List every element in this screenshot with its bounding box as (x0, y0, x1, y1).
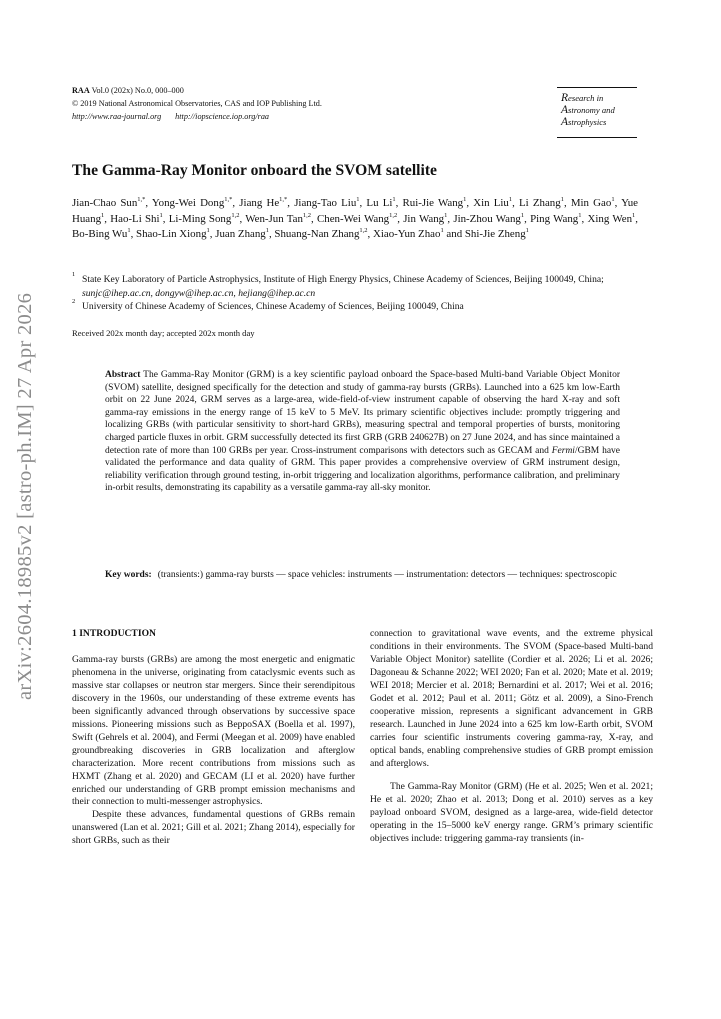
body-paragraph: Despite these advances, fundamental questions of GRBs remain unanswered (Lan et al. 2021; Gill et al. 2021; Zhang 2014), especially for short GRBs, such as their (72, 809, 355, 847)
body-paragraph: Gamma-ray bursts (GRBs) are among the most energetic and enigmatic phenomena in the universe, originating from cataclysmic events such as massive star collapses or neutron star mergers. Since their serendipitous discovery in the 1960s, our understanding of these extreme events has been significantly advanced through observations by successive space missions. Pioneering missions such as BeppoSAX (Boella et al. 1997), Swift (Gehrels et al. 2004), and Fermi (Meegan et al. 2009) have enabled groundbreaking discoveries in GRB localization and afterglow characterization. More recent contributions from missions such as HXMT (Zhang et al. 2020) and GECAM (LI et al. 2020) have further enriched our understanding of GRB prompt emission mechanisms and their connection to multi-messenger astrophysics. (72, 654, 355, 808)
journal-abbrev: RAA (72, 86, 90, 95)
keywords (105, 569, 620, 582)
iop-url-link[interactable]: http://iopscience.iop.org/raa (175, 112, 270, 121)
arxiv-identifier-stamp: arXiv:2604.18985v2 [astro-ph.IM] 27 Apr 2026 (14, 292, 36, 700)
journal-volume-line (72, 84, 322, 97)
received-date-line: Received 202x month day; accepted 202x month day (72, 328, 255, 338)
logo-letter-a2: A (561, 116, 569, 129)
affiliation-text: University of Chinese Academy of Sciences, Chinese Academy of Sciences, Beijing 100049, China (82, 301, 464, 313)
affiliation-2: 2 University of Chinese Academy of Sciences, Chinese Academy of Sciences, Beijing 100049, China (72, 298, 464, 313)
journal-urls (72, 110, 322, 123)
author-list: Jian-Chao Sun$^{1,*}$, Yong-Wei Dong$^{1,*}$, Jiang $He^{1,*}$, Jiang-Tao Liu$^1$, Lu Li$^1$, Rui-Jie Wang$^1$, Xin Liu$^1$, Li Zhang$^1$, Min Gao$^1$, Yue Huang$^1$, Hao-Li Shi$^1$, Li-Ming Song$^{1,2}$, Wen-Jun Tan$^{1,2}$, Chen-Wei Wang$^{1,2}$, Jin Wang$^1$, Jin-Zhou Wang$^1$, Ping Wang$^1$, Xing Wen$^1$, Bo-Bing Wu$^1$, Shao-Lin Xiong$^1$, Juan Zhang$^1$, Shuang-Nan Zhang$^{1,2}$, Xiao-Yun Zhao$^1$ and Shi-Jie Zheng$^1$ (72, 196, 639, 241)
journal-url-link[interactable]: http://www.raa-journal.org (72, 112, 162, 121)
keywords-text: (transients:) gamma-ray bursts — space vehicles: instruments — instrumentation: detectors — techniques: spectroscopic (157, 570, 617, 580)
author-emails[interactable]: sunjc@ihep.ac.cn, dongyw@ihep.ac.cn, hejiang@ihep.ac.cn (82, 287, 316, 299)
journal-header (72, 84, 322, 123)
affiliation-text: State Key Laboratory of Particle Astrophysics, Institute of High Energy Physics, Chinese Academy of Sciences, Beijing 100049, China; (82, 274, 604, 285)
journal-logo (557, 87, 637, 138)
body-column-left (72, 654, 355, 848)
keywords-label: Key words: (105, 570, 152, 580)
logo-text-2: stronomy and (568, 105, 615, 116)
body-column-right (370, 628, 653, 846)
abstract-label: Abstract (105, 370, 141, 380)
logo-text-1: esearch in (568, 93, 604, 103)
logo-letter-r: R (561, 92, 569, 104)
abstract-text: The Gamma-Ray Monitor (GRM) is a key scientific payload onboard the Space-based Multi-band Variable Object Monitor (SVOM) satellite, designed specifically for the detection and study of gamma-ray bursts (GRBs). Launched into a 625 km low-Earth orbit on 22 June 2024, GRM serves as a large-area, wide-field-of-view instrument capable of observing the hard X-ray and soft gamma-ray emissions in the energy range of 15 keV to 5 MeV. Its primary scientific objectives include: promptly triggering and localizing GRBs (with particular sensitivity to short-hard GRBs), measuring spectral and temporal properties of bursts, monitoring charged particle fluxes in orbit. GRM successfully detected its first GRB (GRB 240627B) on 27 June 2024, and has since maintained a detection rate of more than 100 GRBs per year. Cross-instrument comparisons with detectors such as GECAM and Fermi/GBM have validated the performance and data quality of GRM. This paper provides a comprehensive overview of GRM instrument design, reliability verification through ground testing, in-orbit triggering and localization algorithms, performance calibration, and preliminary in-orbit results, demonstrating its capability as a versatile gamma-ray all-sky monitor. (105, 370, 620, 494)
body-paragraph: connection to gravitational wave events, and the extreme physical conditions in their environments. The SVOM (Space-based Multi-band Variable Object Monitor) satellite (Cordier et al. 2026; Li et al. 2026; Dagoneau & Schanne 2022; WEI 2020; Fan et al. 2020; Mate et al. 2019; WEI 2018; Mercier et al. 2018; Bernardini et al. 2017; Wei et al. 2016; Godet et al. 2012; Paul et al. 2011; Götz et al. 2009), a Sino-French cooperative mission, represents a significant advancement in GRB research. Launched in June 2024 into a 625 km low-Earth orbit, SVOM carries four scientific instruments covering gamma-ray, X-ray, and optical bands, enabling comprehensive studies of GRB prompt emission and afterglows. (370, 628, 653, 769)
affiliations (72, 273, 638, 314)
affiliation-1: 1 State Key Laboratory of Particle Astrophysics, Institute of High Energy Physics, Chinese Academy of Sciences, Beijing 100049, China; sunjc@ihep.ac.cn, dongyw@ihep.ac.cn, hejiang@ihep.ac.cn (72, 271, 604, 299)
copyright-line: © 2019 National Astronomical Observatories, CAS and IOP Publishing Ltd. (72, 99, 322, 108)
section-heading: 1 INTRODUCTION (72, 628, 156, 639)
paper-title: The Gamma-Ray Monitor onboard the SVOM satellite (72, 162, 437, 179)
body-paragraph: The Gamma-Ray Monitor (GRM) (He et al. 2025; Wen et al. 2021; He et al. 2020; Zhao et al. 2013; Dong et al. 2010) serves as a key payload onboard SVOM, designed as a large-area, wide-field detector operating in the 15–5000 keV energy range. GRM’s primary scientific objectives include: triggering gamma-ray transients (in- (370, 781, 653, 845)
logo-letter-a1: A (561, 104, 569, 117)
logo-text-3: strophysics (568, 117, 607, 128)
volume-info: Vol.0 (202x) No.0, 000–000 (89, 86, 184, 95)
abstract (105, 369, 620, 495)
